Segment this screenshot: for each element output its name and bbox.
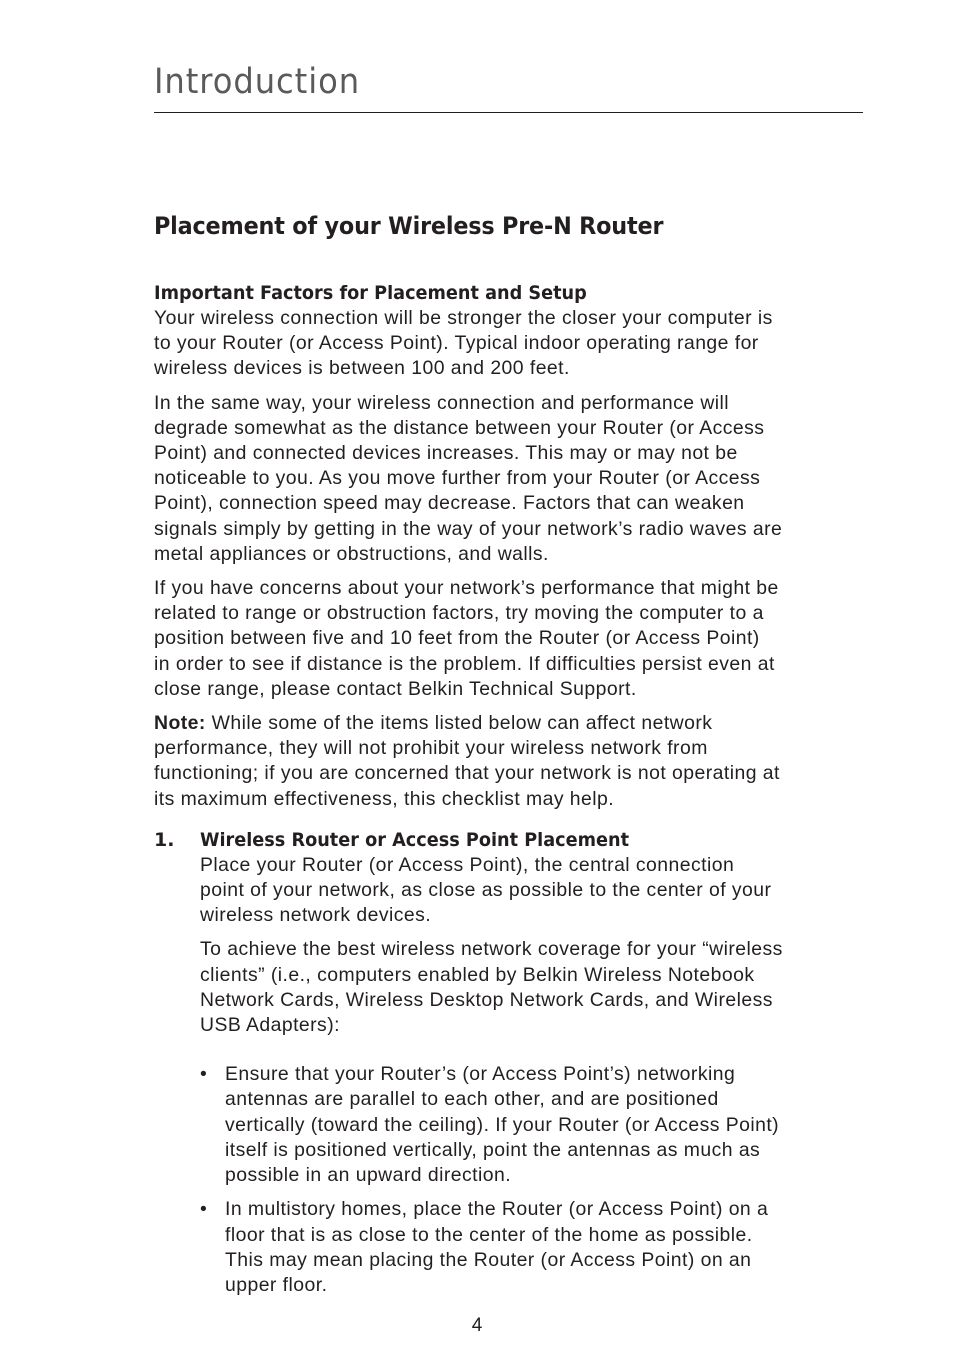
paragraph-line: functioning; if you are concerned that your network is not operating at (154, 762, 780, 785)
bullet-item (200, 1197, 860, 1298)
paragraph-line: Place your Router (or Access Point), the central connection (200, 853, 735, 876)
paragraph-line: wireless network devices. (200, 904, 432, 927)
paragraph-line: itself is positioned vertically, point the antennas as much as (225, 1138, 761, 1161)
paragraph-line: Point) and connected devices increases. This may or may not be (154, 442, 738, 465)
bullet-item (200, 1062, 860, 1188)
page-header (154, 58, 863, 113)
paragraph-line: in order to see if distance is the problem. If difficulties persist even at (154, 652, 775, 675)
page-number: 4 (471, 1315, 483, 1336)
paragraph-line: Network Cards, Wireless Desktop Network Cards, and Wireless (200, 988, 773, 1011)
bullet-icon: • (200, 1063, 208, 1086)
paragraph-line: upper floor. (225, 1273, 328, 1296)
paragraph-line: In multistory homes, place the Router (or Access Point) on a (225, 1198, 769, 1221)
paragraph-line: wireless devices is between 100 and 200 feet. (154, 357, 570, 380)
paragraph-line: In the same way, your wireless connection and performance will (154, 391, 730, 414)
paragraph-line: If you have concerns about your network’s performance that might be (154, 577, 779, 600)
paragraph-line: This may mean placing the Router (or Access Point) on an (225, 1248, 752, 1271)
paragraph-line: related to range or obstruction factors, try moving the computer to a (154, 602, 764, 625)
paragraph-line: noticeable to you. As you move further from your Router (or Access (154, 467, 761, 490)
bullet-icon: • (200, 1198, 208, 1221)
paragraph-line: degrade somewhat as the distance between your Router (or Access (154, 416, 765, 439)
paragraph-line: Point), connection speed may decrease. Factors that can weaken (154, 492, 745, 515)
paragraph-line: performance, they will not prohibit your wireless network from (154, 737, 708, 760)
paragraph-line: metal appliances or obstructions, and walls. (154, 542, 549, 565)
list-item-title: Wireless Router or Access Point Placement (200, 828, 630, 851)
paragraph-line: vertically (toward the ceiling). If your Router (or Access Point) (225, 1113, 780, 1136)
paragraph-1 (154, 306, 860, 382)
section-title: Placement of your Wireless Pre-N Router (154, 212, 664, 240)
note-text: While some of the items listed below can affect network (205, 712, 713, 735)
paragraph-line: point of your network, as close as possible to the center of your (200, 879, 772, 902)
list-paragraph-1 (200, 853, 860, 929)
paragraph-line: to your Router (or Access Point). Typical indoor operating range for (154, 332, 759, 355)
paragraph-line: close range, please contact Belkin Technical Support. (154, 677, 637, 700)
paragraph-line: position between five and 10 feet from the Router (or Access Point) (154, 627, 760, 650)
paragraph-line: antennas are parallel to each other, and are positioned (225, 1088, 719, 1111)
list-paragraph-2 (200, 937, 860, 1038)
list-item (154, 827, 860, 1298)
paragraph-3 (154, 576, 860, 702)
paragraph-line: Ensure that your Router’s (or Access Point’s) networking (225, 1063, 736, 1086)
header-title: Introduction (154, 62, 361, 102)
paragraph-2 (154, 391, 860, 567)
paragraph-line: USB Adapters): (200, 1014, 340, 1037)
note-label: Note: (154, 712, 206, 735)
paragraph-line: floor that is as close to the center of the home as possible. (225, 1223, 753, 1246)
paragraph-line: clients” (i.e., computers enabled by Belkin Wireless Notebook (200, 963, 755, 986)
list-item-body (200, 827, 860, 1298)
paragraph-line (154, 711, 860, 736)
section-subtitle: Important Factors for Placement and Setup (154, 282, 587, 304)
paragraph-line: signals simply by getting in the way of your network’s radio waves are (154, 517, 783, 540)
note-paragraph (154, 711, 860, 812)
bullet-list (200, 1062, 860, 1298)
paragraph-line: To achieve the best wireless network coverage for your “wireless (200, 938, 783, 961)
paragraph-line: possible in an upward direction. (225, 1164, 512, 1187)
list-number: 1. (154, 828, 175, 851)
main-content (154, 206, 860, 1307)
paragraph-line: its maximum effectiveness, this checklist may help. (154, 787, 615, 810)
paragraph-line: Your wireless connection will be stronger the closer your computer is (154, 307, 773, 329)
